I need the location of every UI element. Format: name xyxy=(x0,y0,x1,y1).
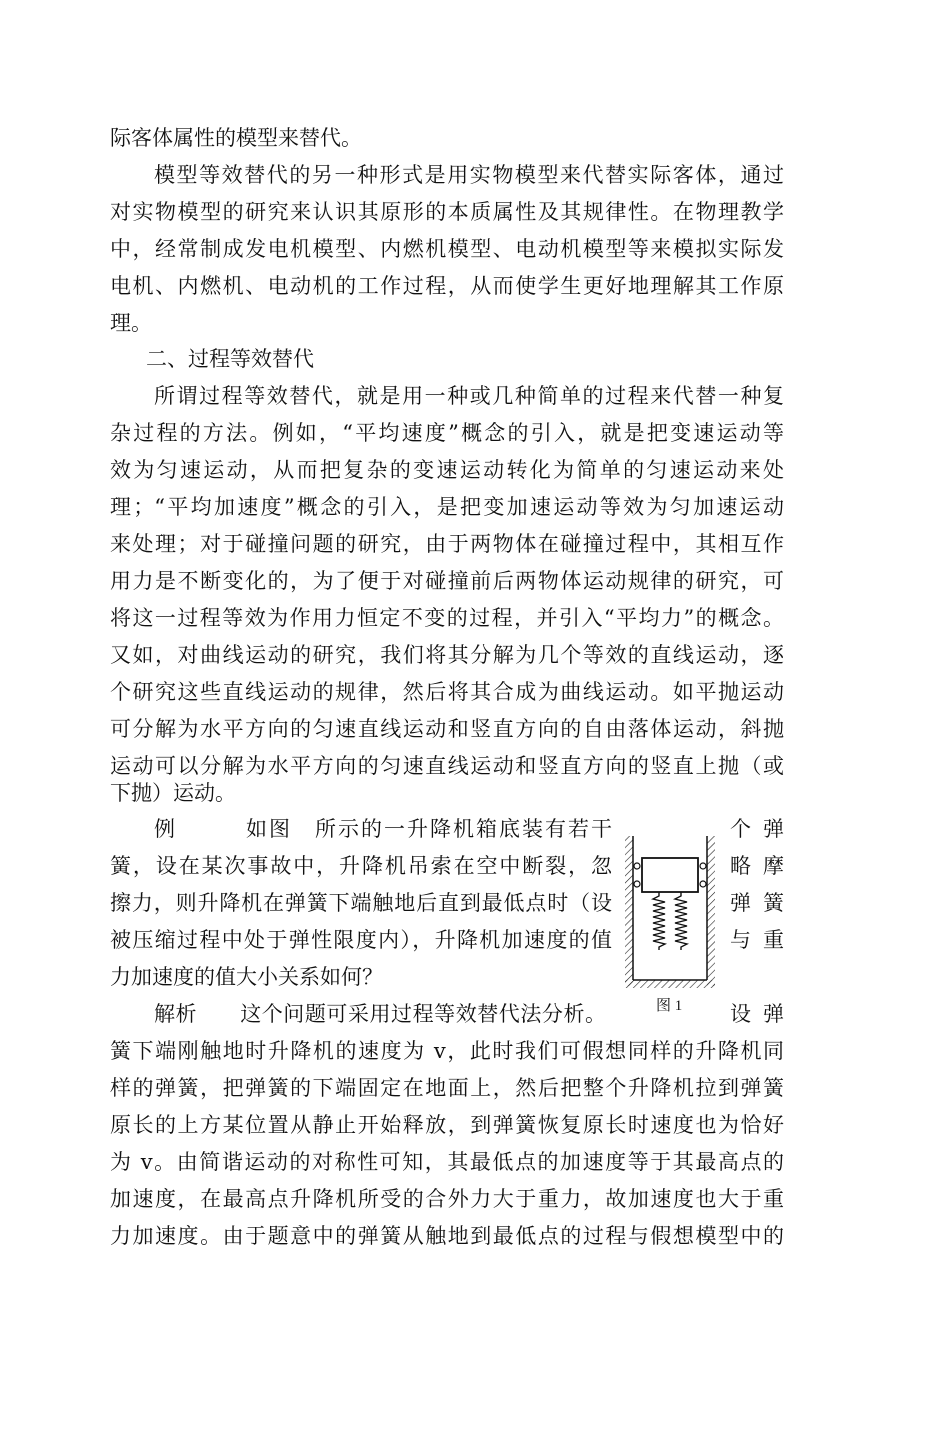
section-heading: 二、过程等效替代 xyxy=(146,347,314,371)
example-right-text: 弹 簧 xyxy=(730,891,784,915)
text-line: 将这一过程等效为作用力恒定不变的过程，并引入“平均力”的概念。 xyxy=(110,606,784,630)
example-line: 簧，设在某次事故中，升降机吊索在空中断裂，忽 xyxy=(110,854,612,878)
example-line: 被压缩过程中处于弹性限度内），升降机加速度的值 xyxy=(110,928,612,952)
text-line: 对实物模型的研究来认识其原形的本质属性及其规律性。在物理教学 xyxy=(110,200,784,224)
text-line: 个研究这些直线运动的规律，然后将其合成为曲线运动。如平抛运动 xyxy=(110,680,784,704)
text-line: 理；“平均加速度”概念的引入，是把变加速运动等效为匀加速运动 xyxy=(110,495,784,519)
text-line: 所谓过程等效替代，就是用一种或几种简单的过程来代替一种复 xyxy=(154,384,784,408)
analysis-line: 力加速度。由于题意中的弹簧从触地到最低点的过程与假想模型中的 xyxy=(110,1224,784,1248)
text-line: 又如，对曲线运动的研究，我们将其分解为几个等效的直线运动，逐 xyxy=(110,643,784,667)
example-right-text: 略 摩 xyxy=(730,854,784,878)
figure-caption: 图 1 xyxy=(656,998,683,1014)
text-line: 中，经常制成发电机模型、内燃机模型、电动机模型等来模拟实际发 xyxy=(110,237,784,261)
text-line: 用力是不断变化的，为了便于对碰撞前后两物体运动规律的研究，可 xyxy=(110,569,784,593)
example-line: 力加速度的值大小关系如何？ xyxy=(110,965,383,989)
analysis-line: 原长的上方某位置从静止开始释放，到弹簧恢复原长时速度也为恰好 xyxy=(110,1113,784,1137)
analysis-line: 解析 这个问题可采用过程等效替代法分析。 xyxy=(154,1002,606,1026)
example-right-text: 与 重 xyxy=(730,928,784,952)
example-right-text: 个 弹 xyxy=(730,817,784,841)
analysis-line: 簧下端刚触地时升降机的速度为 v，此时我们可假想同样的升降机同 xyxy=(110,1039,784,1063)
example-line: 例 如图 所示的一升降机箱底装有若干 xyxy=(154,817,612,841)
text-line: 电机、内燃机、电动机的工作过程，从而使学生更好地理解其工作原 xyxy=(110,274,784,298)
analysis-line: 为 v。由简谐运动的对称性可知，其最低点的加速度等于其最高点的 xyxy=(110,1150,784,1174)
text-line: 模型等效替代的另一种形式是用实物模型来代替实际客体，通过 xyxy=(154,163,784,187)
text-line: 可分解为水平方向的匀速直线运动和竖直方向的自由落体运动，斜抛 xyxy=(110,717,784,741)
text-line: 来处理；对于碰撞问题的研究，由于两物体在碰撞过程中，其相互作 xyxy=(110,532,784,556)
analysis-line: 样的弹簧，把弹簧的下端固定在地面上，然后把整个升降机拉到弹簧 xyxy=(110,1076,784,1100)
text-line: 际客体属性的模型来替代。 xyxy=(110,126,362,150)
text-line: 运动可以分解为水平方向的匀速直线运动和竖直方向的竖直上抛（或 xyxy=(110,754,784,778)
text-line: 效为匀速运动，从而把复杂的变速运动转化为简单的匀速运动来处 xyxy=(110,458,784,482)
text-line: 理。 xyxy=(110,311,152,335)
example-line: 擦力，则升降机在弹簧下端触地后直到最低点时（设 xyxy=(110,891,612,915)
text-line: 下抛）运动。 xyxy=(110,781,236,805)
analysis-line: 加速度，在最高点升降机所受的合外力大于重力，故加速度也大于重 xyxy=(110,1187,784,1211)
analysis-right-text: 设 弹 xyxy=(730,1002,784,1026)
text-line: 杂过程的方法。例如，“平均速度”概念的引入，就是把变速运动等 xyxy=(110,421,784,445)
elevator-spring-figure xyxy=(622,822,718,994)
